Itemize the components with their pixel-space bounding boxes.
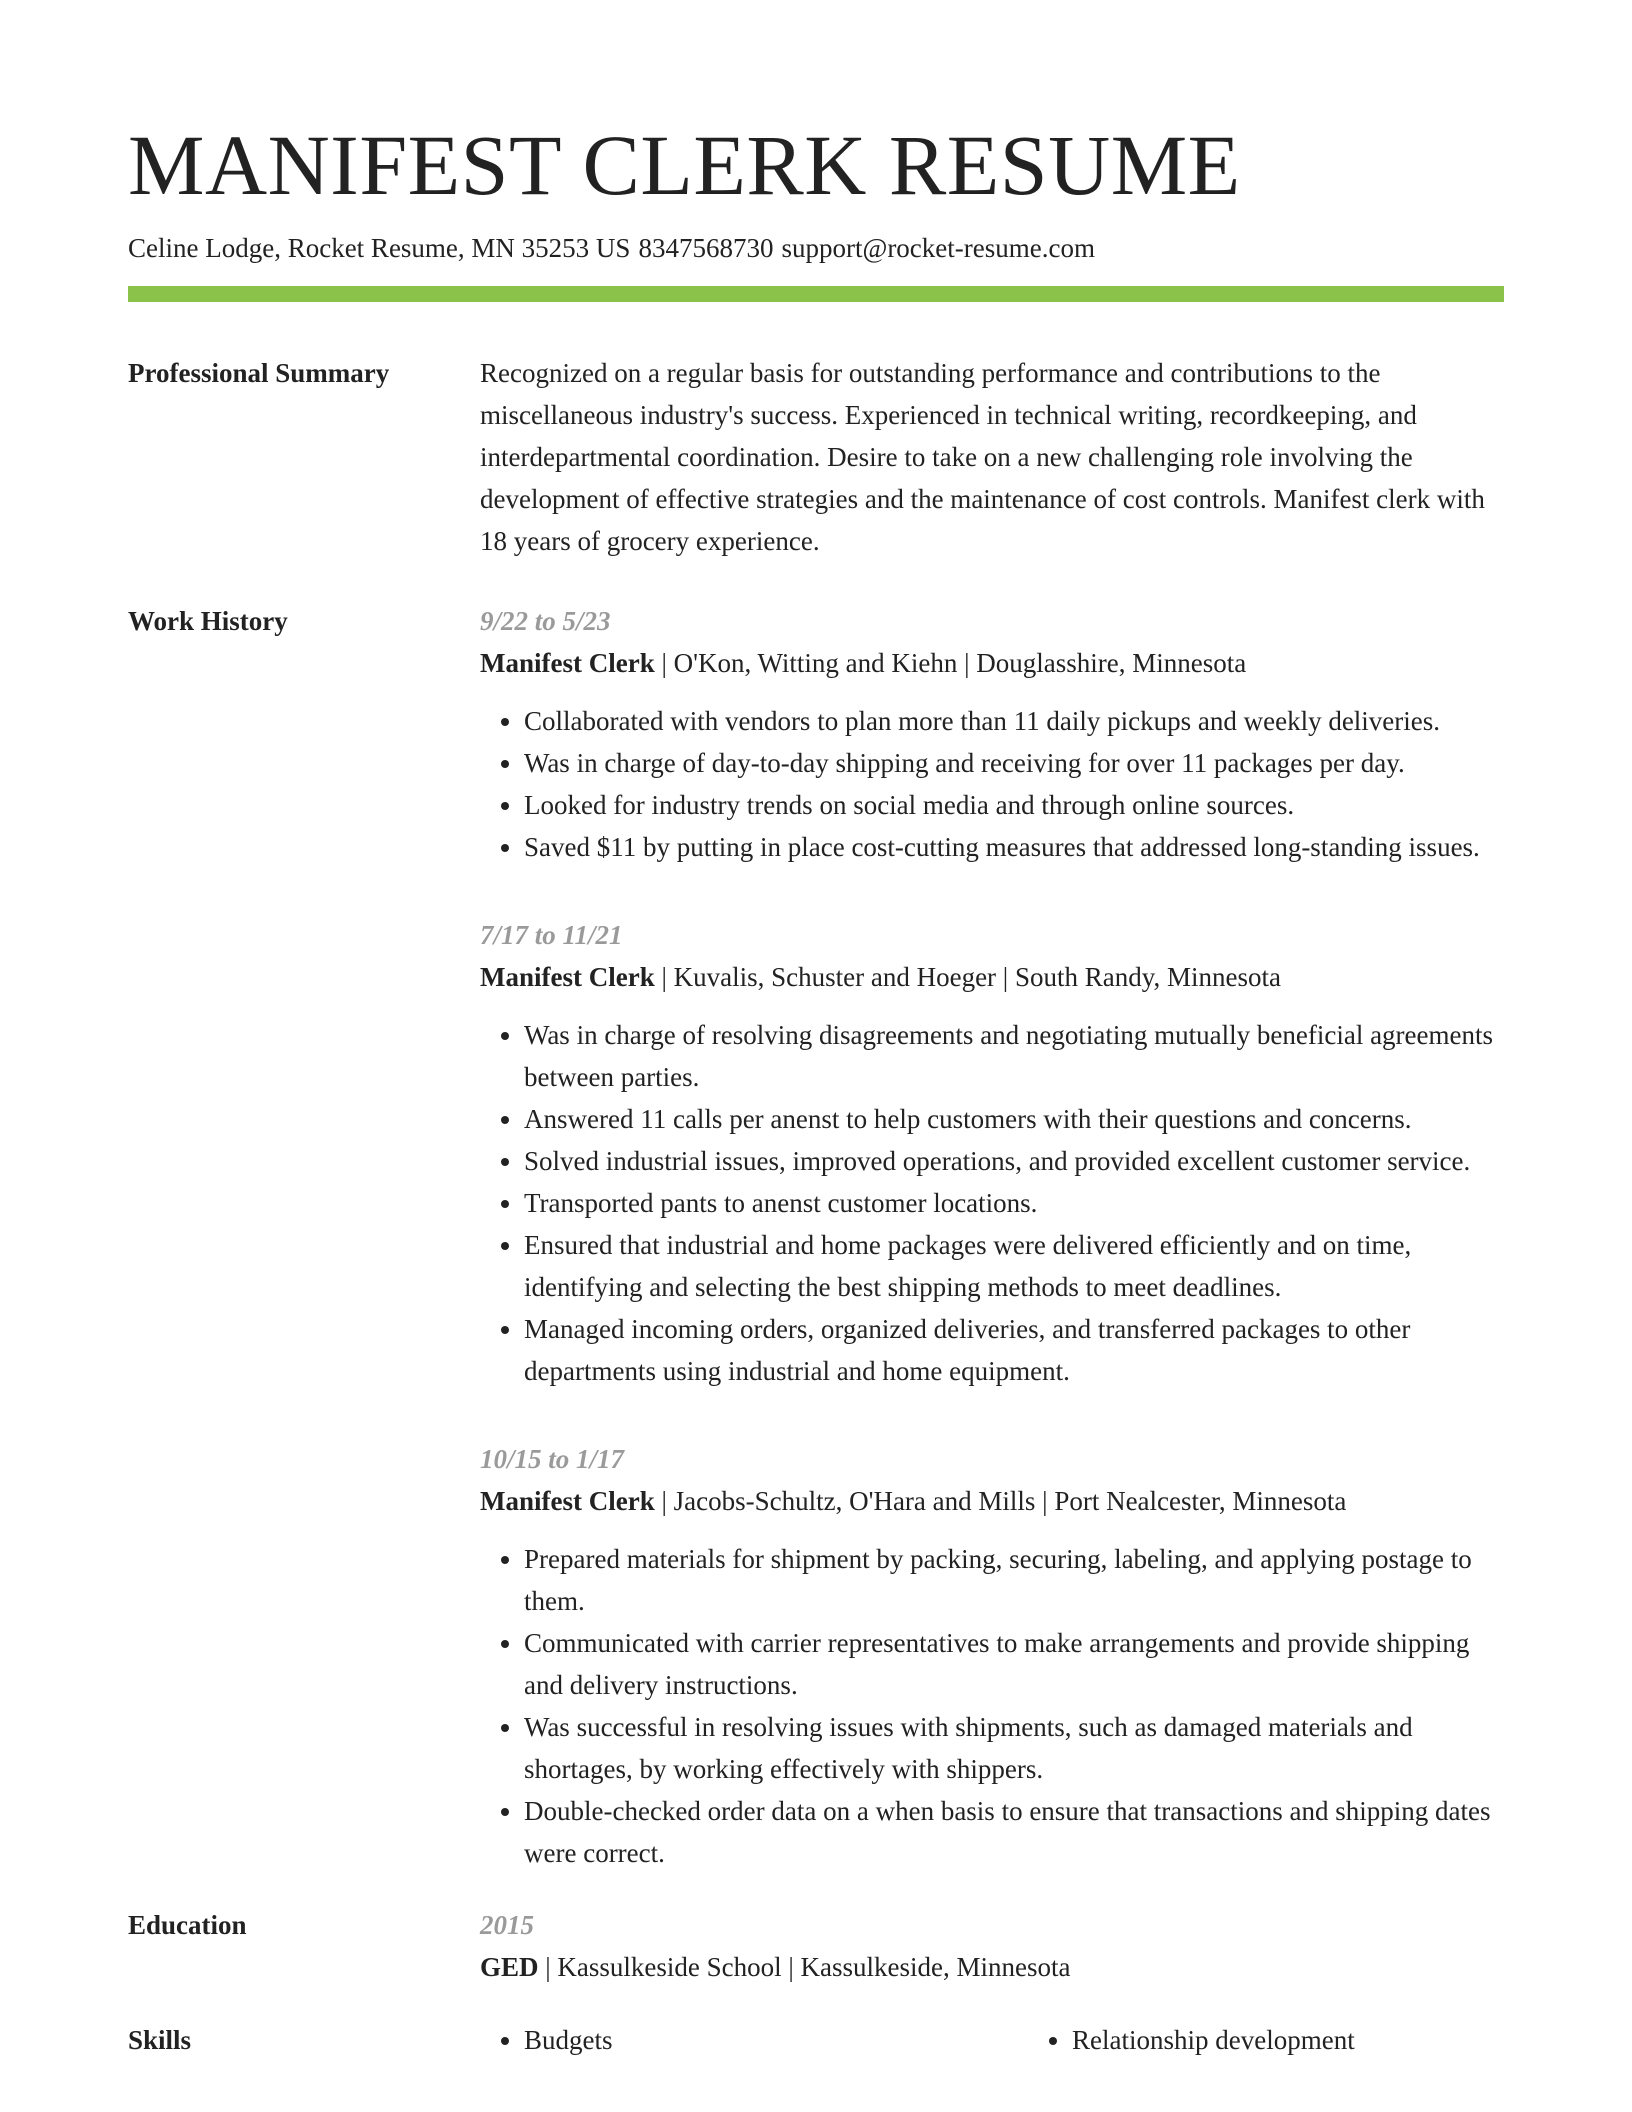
list-item: • Was in charge of resolving disagreements and negotiating mutually beneficial agreements between parties. [524,1014,1504,1098]
skills-column-right [1028,2019,1576,2061]
education-heading: Education [128,1909,247,1940]
job-employer: | O'Kon, Witting and Kiehn | Douglasshire, Minnesota [654,647,1247,678]
skills-heading: Skills [128,2024,192,2055]
list-item: • Ensured that industrial and home packages were delivered efficiently and on time, identifying and selecting the best shipping methods to meet deadlines. [524,1224,1504,1308]
list-item: • Saved $11 by putting in place cost-cutting measures that addressed long-standing issues. [524,826,1504,868]
education-year: 2015 [480,1909,534,1940]
skills-grid [480,2019,1576,2061]
work-history-heading: Work History [128,605,288,636]
job-employer: | Kuvalis, Schuster and Hoeger | South Randy, Minnesota [654,961,1281,992]
summary-text: Recognized on a regular basis for outstanding performance and contributions to the miscellaneous industry's success. Experienced in technical writing, recordkeeping, and interdepartmental coordination. Desire to take on a new challenging role involving the development of effective strategies and the maintenance of cost controls. Manifest clerk with 18 years of grocery experience. [480,357,1485,556]
list-item: • Budgets [524,2019,1028,2061]
list-item: • Collaborated with vendors to plan more than 11 daily pickups and weekly deliveries. [524,700,1504,742]
work-history-section [128,600,1504,1874]
list-item: • Relationship development [1072,2019,1576,2061]
contact-email: support@rocket-resume.com [781,232,1095,263]
list-item: • Answered 11 calls per anenst to help customers with their questions and concerns. [524,1098,1504,1140]
job-bullets [480,1014,1504,1392]
summary-section [128,352,1504,562]
job-title: Manifest Clerk [480,961,655,992]
list-item: • Managed incoming orders, organized deliveries, and transferred packages to other departments using industrial and home equipment. [524,1308,1504,1392]
job-dates: 7/17 to 11/21 [480,919,623,950]
job-role-line [480,642,1504,684]
contact-line [128,231,1504,266]
job-entry [480,600,1504,868]
job-entry [480,914,1504,1392]
education-line [480,1946,1504,1988]
job-entry [480,1438,1504,1874]
contact-phone: 8347568730 [638,232,774,263]
list-item: • Was successful in resolving issues with shipments, such as damaged materials and shortages, by working effectively with shippers. [524,1706,1504,1790]
contact-address: Celine Lodge, Rocket Resume, MN 35253 US [128,232,631,263]
list-item: • Communicated with carrier representatives to make arrangements and provide shipping and delivery instructions. [524,1622,1504,1706]
job-bullets [480,700,1504,868]
education-degree: GED [480,1951,539,1982]
list-item: • Double-checked order data on a when basis to ensure that transactions and shipping dates were correct. [524,1790,1504,1874]
list-item: • Was in charge of day-to-day shipping and receiving for over 11 packages per day. [524,742,1504,784]
header-divider [128,286,1504,302]
skills-column-left [480,2019,1028,2061]
resume-title: MANIFEST CLERK RESUME [128,117,1241,213]
job-bullets [480,1538,1504,1874]
resume-page [128,118,1504,2061]
education-school: | Kassulkeside School | Kassulkeside, Minnesota [538,1951,1071,1982]
list-item: • Prepared materials for shipment by packing, securing, labeling, and applying postage to them. [524,1538,1504,1622]
skills-section [128,2019,1504,2061]
job-dates: 10/15 to 1/17 [480,1443,625,1474]
list-item: • Looked for industry trends on social media and through online sources. [524,784,1504,826]
list-item: • Transported pants to anenst customer locations. [524,1182,1504,1224]
job-dates: 9/22 to 5/23 [480,605,611,636]
list-item: • Solved industrial issues, improved operations, and provided excellent customer service. [524,1140,1504,1182]
job-role-line [480,1480,1504,1522]
education-section [128,1904,1504,1988]
work-history-list [480,600,1504,1874]
job-role-line [480,956,1504,998]
summary-heading: Professional Summary [128,357,390,388]
job-employer: | Jacobs-Schultz, O'Hara and Mills | Port Nealcester, Minnesota [654,1485,1347,1516]
job-title: Manifest Clerk [480,1485,655,1516]
job-title: Manifest Clerk [480,647,655,678]
